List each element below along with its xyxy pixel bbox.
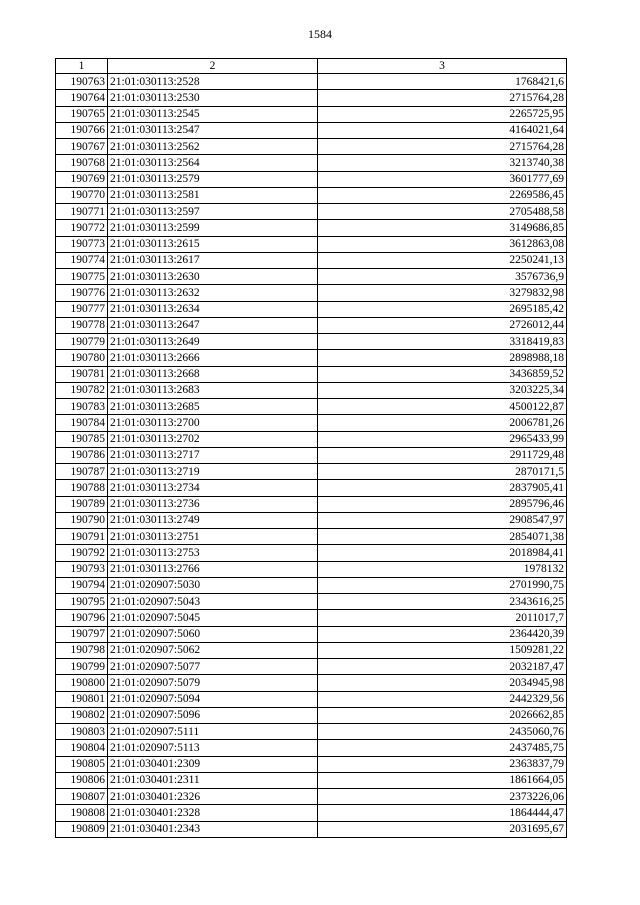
table-row xyxy=(56,529,567,545)
table-row xyxy=(56,610,567,626)
table-row xyxy=(56,350,567,366)
cadastral-number-cell: 21:01:030113:2683 xyxy=(108,382,318,398)
cadastral-number-cell: 21:01:030113:2702 xyxy=(108,431,318,447)
cadastral-number-cell: 21:01:030113:2597 xyxy=(108,204,318,220)
cadastral-value-cell: 2435060,76 xyxy=(318,724,567,740)
table-row xyxy=(56,431,567,447)
table-row xyxy=(56,171,567,187)
cadastral-number-cell: 21:01:030113:2630 xyxy=(108,269,318,285)
table-row xyxy=(56,545,567,561)
row-number-cell: 190764 xyxy=(56,90,108,106)
table-row xyxy=(56,187,567,203)
cadastral-number-cell: 21:01:030113:2564 xyxy=(108,155,318,171)
table-row xyxy=(56,480,567,496)
cadastral-value-cell: 1978132 xyxy=(318,561,567,577)
row-number-cell: 190774 xyxy=(56,252,108,268)
cadastral-value-cell: 3318419,83 xyxy=(318,334,567,350)
cadastral-value-cell: 2854071,38 xyxy=(318,529,567,545)
cadastral-value-cell: 3149686,85 xyxy=(318,220,567,236)
row-number-cell: 190781 xyxy=(56,366,108,382)
cadastral-number-cell: 21:01:030401:2311 xyxy=(108,772,318,788)
row-number-cell: 190795 xyxy=(56,594,108,610)
table-row xyxy=(56,675,567,691)
cadastral-value-cell: 2364420,39 xyxy=(318,626,567,642)
table-row xyxy=(56,496,567,512)
cadastral-value-cell: 2034945,98 xyxy=(318,675,567,691)
cadastral-value-cell: 2695185,42 xyxy=(318,301,567,317)
table-row xyxy=(56,317,567,333)
row-number-cell: 190790 xyxy=(56,512,108,528)
table-row xyxy=(56,512,567,528)
table-row xyxy=(56,415,567,431)
table-row xyxy=(56,626,567,642)
table-header xyxy=(56,59,567,74)
row-number-cell: 190793 xyxy=(56,561,108,577)
cadastral-number-cell: 21:01:030113:2700 xyxy=(108,415,318,431)
cadastral-value-cell: 3203225,34 xyxy=(318,382,567,398)
table-row xyxy=(56,301,567,317)
cadastral-number-cell: 21:01:030113:2719 xyxy=(108,464,318,480)
row-number-cell: 190804 xyxy=(56,740,108,756)
cadastral-value-cell: 2250241,13 xyxy=(318,252,567,268)
cadastral-value-cell: 2895796,46 xyxy=(318,496,567,512)
cadastral-value-cell: 2265725,95 xyxy=(318,106,567,122)
table-row xyxy=(56,74,567,90)
cadastral-value-cell: 2031695,67 xyxy=(318,821,567,837)
cadastral-number-cell: 21:01:030113:2766 xyxy=(108,561,318,577)
header-col-2: 2 xyxy=(108,59,318,74)
cadastral-value-cell: 2911729,48 xyxy=(318,447,567,463)
cadastral-number-cell: 21:01:030401:2343 xyxy=(108,821,318,837)
cadastral-number-cell: 21:01:030113:2736 xyxy=(108,496,318,512)
row-number-cell: 190779 xyxy=(56,334,108,350)
cadastral-number-cell: 21:01:030113:2634 xyxy=(108,301,318,317)
row-number-cell: 190803 xyxy=(56,724,108,740)
header-row xyxy=(56,59,567,74)
table-row xyxy=(56,204,567,220)
row-number-cell: 190785 xyxy=(56,431,108,447)
row-number-cell: 190799 xyxy=(56,659,108,675)
cadastral-number-cell: 21:01:030113:2581 xyxy=(108,187,318,203)
cadastral-value-cell: 3601777,69 xyxy=(318,171,567,187)
table-row xyxy=(56,447,567,463)
cadastral-value-cell: 3612863,08 xyxy=(318,236,567,252)
cadastral-value-cell: 2442329,56 xyxy=(318,691,567,707)
cadastral-number-cell: 21:01:030401:2326 xyxy=(108,789,318,805)
cadastral-number-cell: 21:01:030113:2547 xyxy=(108,122,318,138)
row-number-cell: 190794 xyxy=(56,577,108,593)
cadastral-number-cell: 21:01:030113:2617 xyxy=(108,252,318,268)
table-row xyxy=(56,577,567,593)
cadastral-number-cell: 21:01:020907:5111 xyxy=(108,724,318,740)
cadastral-value-cell: 2837905,41 xyxy=(318,480,567,496)
row-number-cell: 190771 xyxy=(56,204,108,220)
row-number-cell: 190797 xyxy=(56,626,108,642)
cadastral-value-cell: 3576736,9 xyxy=(318,269,567,285)
table-row xyxy=(56,821,567,837)
row-number-cell: 190796 xyxy=(56,610,108,626)
cadastral-value-cell: 2343616,25 xyxy=(318,594,567,610)
row-number-cell: 190789 xyxy=(56,496,108,512)
cadastral-value-cell: 3279832,98 xyxy=(318,285,567,301)
cadastral-number-cell: 21:01:030113:2579 xyxy=(108,171,318,187)
row-number-cell: 190801 xyxy=(56,691,108,707)
cadastral-number-cell: 21:01:030113:2647 xyxy=(108,317,318,333)
table-row xyxy=(56,805,567,821)
table-row xyxy=(56,382,567,398)
cadastral-number-cell: 21:01:030113:2562 xyxy=(108,139,318,155)
cadastral-number-cell: 21:01:020907:5043 xyxy=(108,594,318,610)
cadastral-value-cell: 2715764,28 xyxy=(318,90,567,106)
table-row xyxy=(56,252,567,268)
row-number-cell: 190809 xyxy=(56,821,108,837)
cadastral-number-cell: 21:01:020907:5045 xyxy=(108,610,318,626)
cadastral-value-cell: 2701990,75 xyxy=(318,577,567,593)
table-row xyxy=(56,724,567,740)
cadastral-value-cell: 2898988,18 xyxy=(318,350,567,366)
cadastral-number-cell: 21:01:030113:2528 xyxy=(108,74,318,90)
table-row xyxy=(56,464,567,480)
table-row xyxy=(56,236,567,252)
row-number-cell: 190806 xyxy=(56,772,108,788)
cadastral-number-cell: 21:01:030113:2666 xyxy=(108,350,318,366)
page-number: 1584 xyxy=(308,27,332,41)
row-number-cell: 190791 xyxy=(56,529,108,545)
table-row xyxy=(56,220,567,236)
row-number-cell: 190780 xyxy=(56,350,108,366)
row-number-cell: 190773 xyxy=(56,236,108,252)
row-number-cell: 190802 xyxy=(56,707,108,723)
cadastral-number-cell: 21:01:030113:2685 xyxy=(108,399,318,415)
cadastral-number-cell: 21:01:020907:5030 xyxy=(108,577,318,593)
cadastral-number-cell: 21:01:030113:2749 xyxy=(108,512,318,528)
cadastral-value-cell: 2965433,99 xyxy=(318,431,567,447)
table-body xyxy=(56,74,567,838)
cadastral-number-cell: 21:01:030113:2734 xyxy=(108,480,318,496)
row-number-cell: 190787 xyxy=(56,464,108,480)
cadastral-number-cell: 21:01:020907:5113 xyxy=(108,740,318,756)
row-number-cell: 190776 xyxy=(56,285,108,301)
row-number-cell: 190807 xyxy=(56,789,108,805)
row-number-cell: 190800 xyxy=(56,675,108,691)
cadastral-number-cell: 21:01:020907:5062 xyxy=(108,642,318,658)
cadastral-value-cell: 4164021,64 xyxy=(318,122,567,138)
cadastral-value-cell: 2006781,26 xyxy=(318,415,567,431)
cadastral-value-cell: 3436859,52 xyxy=(318,366,567,382)
row-number-cell: 190770 xyxy=(56,187,108,203)
cadastral-number-cell: 21:01:030113:2632 xyxy=(108,285,318,301)
table-row xyxy=(56,399,567,415)
cadastral-number-cell: 21:01:030401:2309 xyxy=(108,756,318,772)
cadastral-number-cell: 21:01:030113:2668 xyxy=(108,366,318,382)
cadastral-value-cell: 1861664,05 xyxy=(318,772,567,788)
cadastral-value-cell: 2870171,5 xyxy=(318,464,567,480)
table-row xyxy=(56,366,567,382)
table-row xyxy=(56,756,567,772)
row-number-cell: 190788 xyxy=(56,480,108,496)
row-number-cell: 190767 xyxy=(56,139,108,155)
cadastral-value-cell: 1509281,22 xyxy=(318,642,567,658)
row-number-cell: 190766 xyxy=(56,122,108,138)
row-number-cell: 190782 xyxy=(56,382,108,398)
cadastral-number-cell: 21:01:030113:2599 xyxy=(108,220,318,236)
table-row xyxy=(56,707,567,723)
cadastral-value-cell: 2437485,75 xyxy=(318,740,567,756)
table-row xyxy=(56,122,567,138)
cadastral-number-cell: 21:01:030113:2530 xyxy=(108,90,318,106)
cadastral-value-cell: 2726012,44 xyxy=(318,317,567,333)
row-number-cell: 190778 xyxy=(56,317,108,333)
table-row xyxy=(56,691,567,707)
row-number-cell: 190765 xyxy=(56,106,108,122)
table-row xyxy=(56,334,567,350)
header-col-3: 3 xyxy=(318,59,567,74)
row-number-cell: 190777 xyxy=(56,301,108,317)
cadastral-number-cell: 21:01:020907:5079 xyxy=(108,675,318,691)
row-number-cell: 190783 xyxy=(56,399,108,415)
table-row xyxy=(56,139,567,155)
header-col-1: 1 xyxy=(56,59,108,74)
row-number-cell: 190772 xyxy=(56,220,108,236)
cadastral-value-table xyxy=(55,58,567,838)
table-row xyxy=(56,659,567,675)
cadastral-number-cell: 21:01:020907:5060 xyxy=(108,626,318,642)
cadastral-value-cell: 2032187,47 xyxy=(318,659,567,675)
row-number-cell: 190805 xyxy=(56,756,108,772)
cadastral-value-cell: 1864444,47 xyxy=(318,805,567,821)
cadastral-value-cell: 4500122,87 xyxy=(318,399,567,415)
table-row xyxy=(56,772,567,788)
row-number-cell: 190786 xyxy=(56,447,108,463)
row-number-cell: 190784 xyxy=(56,415,108,431)
cadastral-number-cell: 21:01:030113:2545 xyxy=(108,106,318,122)
row-number-cell: 190808 xyxy=(56,805,108,821)
row-number-cell: 190798 xyxy=(56,642,108,658)
table-row xyxy=(56,740,567,756)
row-number-cell: 190768 xyxy=(56,155,108,171)
cadastral-number-cell: 21:01:030113:2649 xyxy=(108,334,318,350)
cadastral-value-cell: 1768421,6 xyxy=(318,74,567,90)
cadastral-number-cell: 21:01:030113:2615 xyxy=(108,236,318,252)
row-number-cell: 190792 xyxy=(56,545,108,561)
cadastral-number-cell: 21:01:020907:5094 xyxy=(108,691,318,707)
table-row xyxy=(56,285,567,301)
cadastral-value-cell: 2715764,28 xyxy=(318,139,567,155)
cadastral-value-cell: 2705488,58 xyxy=(318,204,567,220)
table-row xyxy=(56,269,567,285)
cadastral-value-cell: 2018984,41 xyxy=(318,545,567,561)
cadastral-value-cell: 2026662,85 xyxy=(318,707,567,723)
table-row xyxy=(56,155,567,171)
table-row xyxy=(56,594,567,610)
cadastral-value-cell: 2363837,79 xyxy=(318,756,567,772)
cadastral-number-cell: 21:01:030113:2753 xyxy=(108,545,318,561)
cadastral-value-cell: 2908547,97 xyxy=(318,512,567,528)
table-row xyxy=(56,642,567,658)
cadastral-value-cell: 2011017,7 xyxy=(318,610,567,626)
cadastral-number-cell: 21:01:020907:5077 xyxy=(108,659,318,675)
cadastral-number-cell: 21:01:030113:2717 xyxy=(108,447,318,463)
table-row xyxy=(56,789,567,805)
cadastral-value-cell: 2373226,06 xyxy=(318,789,567,805)
cadastral-value-cell: 3213740,38 xyxy=(318,155,567,171)
row-number-cell: 190769 xyxy=(56,171,108,187)
cadastral-number-cell: 21:01:020907:5096 xyxy=(108,707,318,723)
table-row xyxy=(56,106,567,122)
row-number-cell: 190763 xyxy=(56,74,108,90)
table-row xyxy=(56,90,567,106)
table-row xyxy=(56,561,567,577)
cadastral-number-cell: 21:01:030401:2328 xyxy=(108,805,318,821)
cadastral-number-cell: 21:01:030113:2751 xyxy=(108,529,318,545)
cadastral-value-cell: 2269586,45 xyxy=(318,187,567,203)
row-number-cell: 190775 xyxy=(56,269,108,285)
